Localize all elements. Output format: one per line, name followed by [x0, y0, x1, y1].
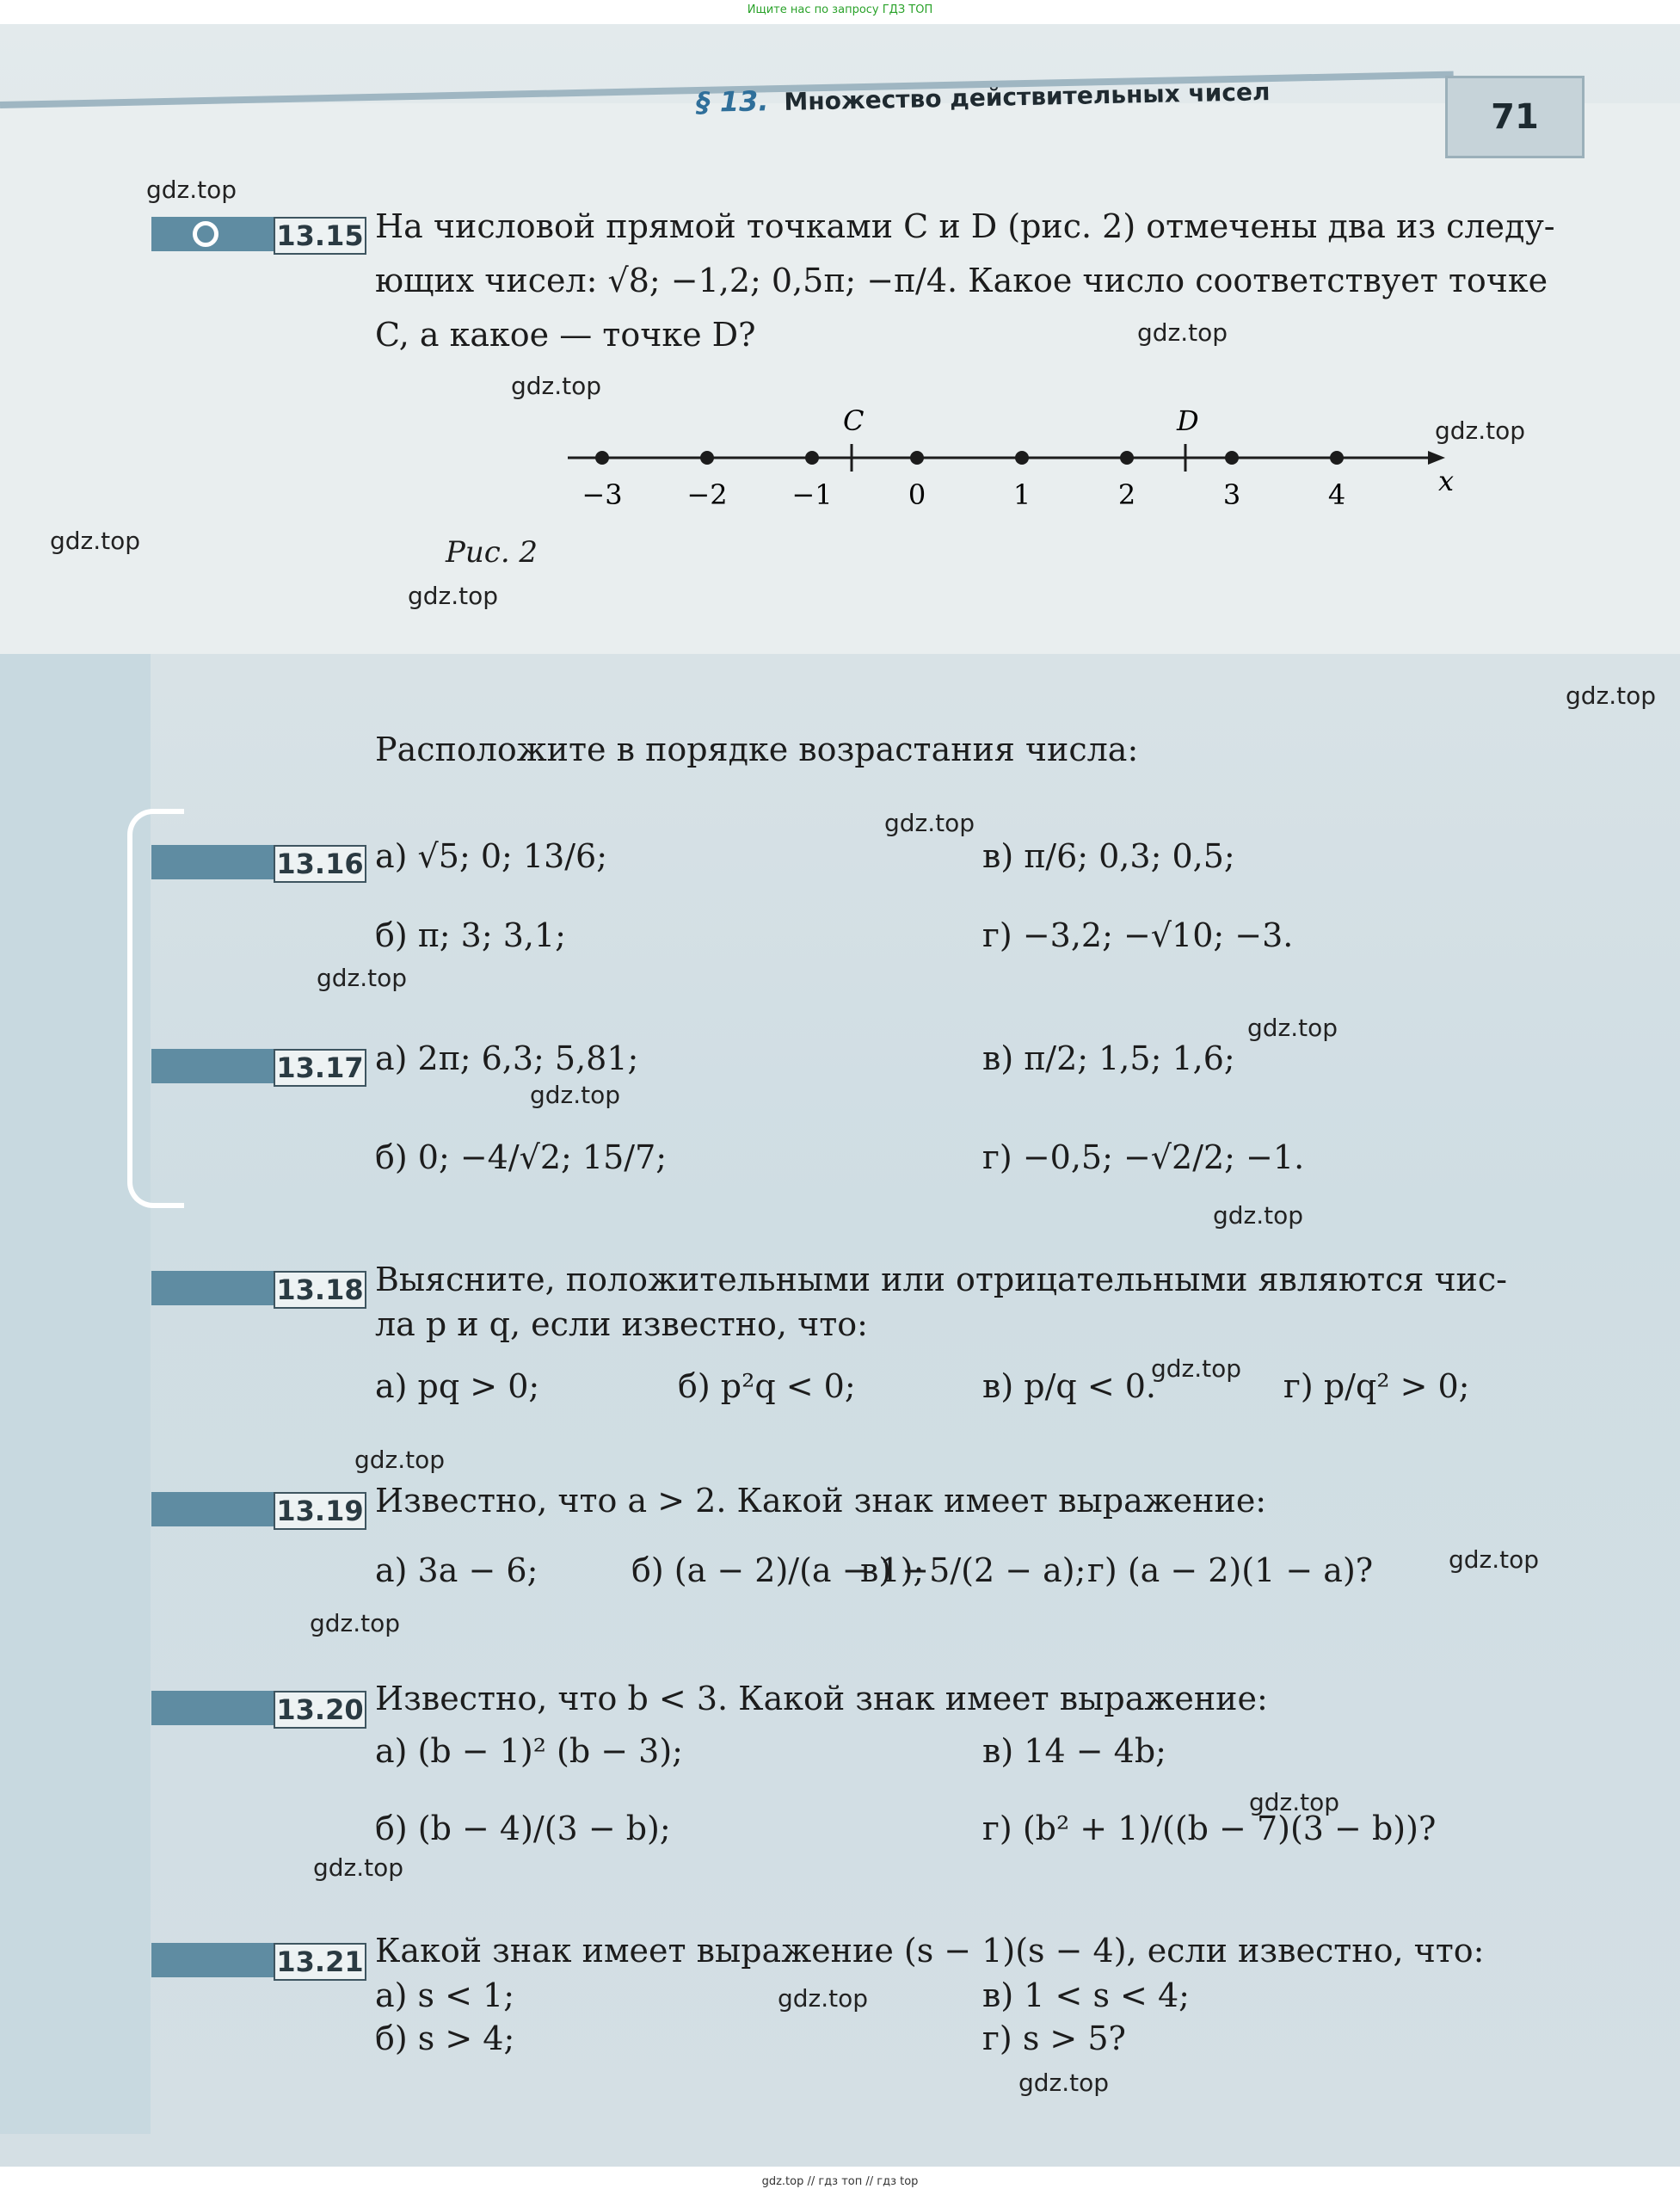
watermark: gdz.top	[1566, 681, 1657, 710]
figure-caption: Рис. 2	[446, 535, 538, 570]
tick-label: 3	[1222, 478, 1241, 511]
problem-bar	[151, 1492, 276, 1526]
tick-label: 2	[1117, 478, 1136, 511]
axis-x-label: x	[1438, 465, 1455, 497]
tick-dot	[1120, 451, 1134, 465]
tick-label: 1	[1012, 478, 1031, 511]
problem-1321-v: в) 1 < s < 4;	[982, 1976, 1190, 2014]
problem-1318-b: б) p²q < 0;	[678, 1367, 856, 1405]
problem-number-1315: 13.15	[274, 217, 366, 255]
tick-label: 0	[908, 478, 926, 511]
problem-1321-b: б) s > 4;	[375, 2019, 515, 2057]
footer-note: gdz.top // гдз топ // гдз top	[761, 2175, 919, 2188]
problem-1318-v: в) p/q < 0.	[982, 1367, 1157, 1405]
watermark: gdz.top	[778, 1984, 869, 2013]
watermark: gdz.top	[313, 1853, 404, 1882]
problem-1319-g: г) (a − 2)(1 − a)?	[1087, 1551, 1374, 1589]
watermark: gdz.top	[884, 809, 975, 837]
problem-1316-v: в) π/6; 0,3; 0,5;	[982, 837, 1235, 875]
watermark: gdz.top	[1213, 1201, 1304, 1230]
problem-1320-b: б) (b − 4)/(3 − b);	[375, 1810, 671, 1847]
problem-number-1316: 13.16	[274, 845, 366, 883]
watermark: gdz.top	[1247, 1014, 1338, 1042]
problem-1319-a: а) 3a − 6;	[375, 1551, 538, 1589]
watermark: gdz.top	[50, 527, 141, 555]
top-note: Ищите нас по запросу ГДЗ ТОП	[747, 3, 933, 16]
watermark: gdz.top	[1151, 1354, 1242, 1383]
problem-1318-line1: Выясните, положительными или отрицательными являются чис-	[375, 1261, 1508, 1298]
problem-number-1321: 13.21	[274, 1943, 366, 1981]
number-line-figure	[533, 396, 1497, 525]
tick-dot	[1225, 451, 1239, 465]
difficulty-circle-icon	[193, 221, 218, 247]
upper-light-band	[0, 103, 1680, 654]
watermark: gdz.top	[146, 176, 237, 204]
problem-1315-line2: ющих чисел: √8; −1,2; 0,5π; −π/4. Какое число соответствует точке	[375, 262, 1548, 299]
watermark: gdz.top	[1435, 416, 1526, 445]
problem-1317-b: б) 0; −4/√2; 15/7;	[375, 1138, 668, 1176]
watermark: gdz.top	[1137, 318, 1228, 347]
problem-1319-v: в) −5/(2 − a);	[860, 1551, 1086, 1589]
problem-bar	[151, 1049, 276, 1083]
problem-1317-a: а) 2π; 6,3; 5,81;	[375, 1039, 639, 1077]
page-number: 71	[1445, 76, 1585, 158]
problem-1320-g: г) (b² + 1)/((b − 7)(3 − b))?	[982, 1810, 1437, 1847]
tick-dot	[1330, 451, 1344, 465]
problem-number-1320: 13.20	[274, 1691, 366, 1729]
problem-1315-line1: На числовой прямой точками C и D (рис. 2) отмечены два из следу-	[375, 207, 1555, 245]
watermark: gdz.top	[530, 1081, 621, 1109]
point-c-label: C	[843, 404, 865, 437]
problem-1321-line1: Какой знак имеет выражение (s − 1)(s − 4), если известно, что:	[375, 1932, 1485, 1970]
problem-bar	[151, 1271, 276, 1305]
watermark: gdz.top	[1018, 2069, 1110, 2097]
watermark: gdz.top	[317, 964, 408, 992]
watermark: gdz.top	[511, 372, 602, 400]
watermark: gdz.top	[1449, 1545, 1540, 1574]
tick-dot	[910, 451, 924, 465]
problem-bar	[151, 1943, 276, 1977]
problem-bar	[151, 1691, 276, 1725]
section-title: Множество действительных чисел	[784, 77, 1271, 116]
tick-dot	[595, 451, 609, 465]
problem-bar	[151, 845, 276, 879]
tick-label: −1	[791, 478, 833, 511]
problem-1317-v: в) π/2; 1,5; 1,6;	[982, 1039, 1235, 1077]
problem-1321-a: а) s < 1;	[375, 1976, 515, 2014]
problem-number-1319: 13.19	[274, 1492, 366, 1530]
tick-label: −3	[582, 478, 623, 511]
watermark: gdz.top	[354, 1446, 446, 1474]
problem-1316-g: г) −3,2; −√10; −3.	[982, 916, 1294, 954]
problem-1319-line1: Известно, что a > 2. Какой знак имеет выражение:	[375, 1482, 1267, 1520]
axis-arrow-icon	[1428, 451, 1445, 465]
order-instruction: Расположите в порядке возрастания числа:	[375, 731, 1139, 768]
problem-1317-g: г) −0,5; −√2/2; −1.	[982, 1138, 1305, 1176]
tick-dot	[805, 451, 819, 465]
section-number: § 13.	[696, 84, 769, 119]
watermark: gdz.top	[310, 1609, 401, 1637]
problem-1320-v: в) 14 − 4b;	[982, 1732, 1166, 1770]
problem-1318-a: а) pq > 0;	[375, 1367, 540, 1405]
tick-label: −2	[686, 478, 728, 511]
problem-1320-a: а) (b − 1)² (b − 3);	[375, 1732, 683, 1770]
watermark: gdz.top	[408, 582, 499, 610]
tick-dot	[1015, 451, 1029, 465]
problem-1321-g: г) s > 5?	[982, 2019, 1126, 2057]
problem-1319-b: б) (a − 2)/(a − 1);	[631, 1551, 925, 1589]
tick-label: 4	[1327, 478, 1346, 511]
problem-1315-line3: C, а какое — точке D?	[375, 316, 756, 354]
problem-1318-g: г) p/q² > 0;	[1283, 1367, 1470, 1405]
problem-1316-b: б) π; 3; 3,1;	[375, 916, 566, 954]
problem-1316-a: а) √5; 0; 13/6;	[375, 837, 608, 875]
point-d-label: D	[1177, 404, 1199, 437]
problem-number-1318: 13.18	[274, 1271, 366, 1309]
problem-1320-line1: Известно, что b < 3. Какой знак имеет выражение:	[375, 1680, 1268, 1717]
tick-dot	[700, 451, 714, 465]
watermark: gdz.top	[1249, 1788, 1340, 1816]
problem-number-1317: 13.17	[274, 1049, 366, 1087]
problem-1318-line2: ла p и q, если известно, что:	[375, 1305, 868, 1343]
